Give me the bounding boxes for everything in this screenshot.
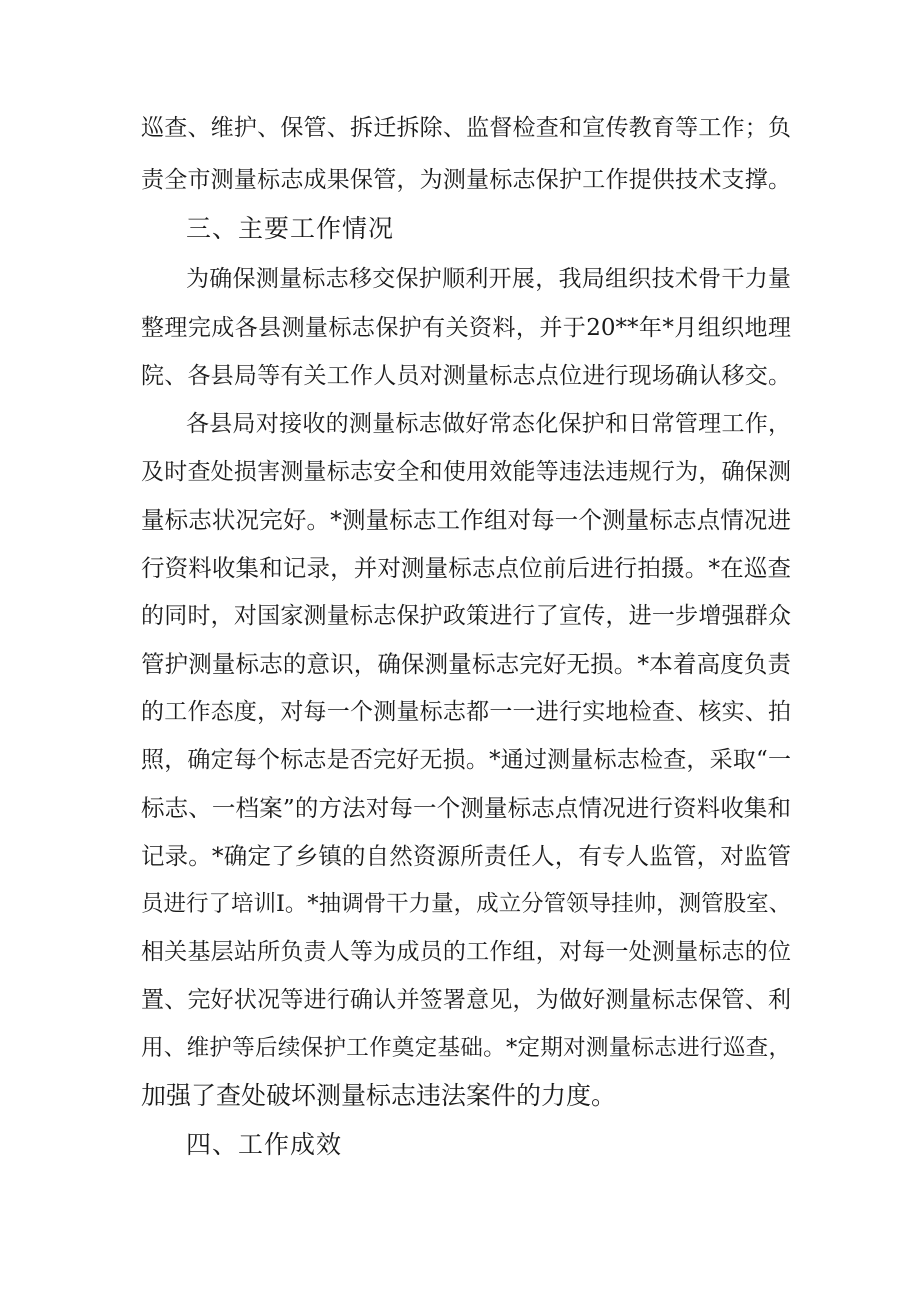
section-heading-4: 四、工作成效 <box>186 1130 343 1159</box>
paragraph-line: 巡查、维护、保管、拆迁拆除、监督检查和宣传教育等工作；负 <box>141 115 791 141</box>
paragraph-line: 整理完成各县测量标志保护有关资料，并于20**年*月组织地理 <box>141 315 791 341</box>
paragraph-line: 相关基层站所负责人等为成员的工作组，对每一处测量标志的位 <box>141 939 791 965</box>
paragraph-line: 照，确定每个标志是否完好无损。*通过测量标志检查，采取“一 <box>141 747 791 773</box>
paragraph-line: 置、完好状况等进行确认并签署意见，为做好测量标志保管、利 <box>141 987 791 1013</box>
paragraph-line: 员进行了培训I。*抽调骨干力量，成立分管领导挂帅，测管股室、 <box>141 891 791 917</box>
paragraph-line: 加强了查处破坏测量标志违法案件的力度。 <box>141 1081 617 1110</box>
paragraph-line: 各县局对接收的测量标志做好常态化保护和日常管理工作， <box>186 411 791 437</box>
paragraph-line: 责全市测量标志成果保管，为测量标志保护工作提供技术支撑。 <box>141 167 791 193</box>
paragraph-line: 量标志状况完好。*测量标志工作组对每一个测量标志点情况进 <box>141 506 791 534</box>
section-heading-3: 三、主要工作情况 <box>186 214 395 243</box>
paragraph-line: 为确保测量标志移交保护顺利开展，我局组织技术骨干力量 <box>186 266 791 292</box>
paragraph-line: 记录。*确定了乡镇的自然资源所责任人，有专人监管，对监管 <box>141 842 791 870</box>
paragraph-line: 的同时，对国家测量标志保护政策进行了宣传，进一步增强群众 <box>141 603 791 629</box>
paragraph-line: 用、维护等后续保护工作奠定基础。*定期对测量标志进行巡查， <box>141 1035 791 1061</box>
paragraph-line: 及时查处损害测量标志安全和使用效能等违法违规行为，确保测 <box>141 459 791 485</box>
paragraph-line: 的工作态度，对每一个测量标志都一一进行实地检查、核实、拍 <box>141 699 791 725</box>
paragraph-line: 院、各县局等有关工作人员对测量标志点位进行现场确认移交。 <box>141 363 791 389</box>
paragraph-line: 管护测量标志的意识，确保测量标志完好无损。*本着高度负责 <box>141 650 791 678</box>
paragraph-line: 标志、一档案”的方法对每一个测量标志点情况进行资料收集和 <box>141 794 791 822</box>
paragraph-line: 行资料收集和记录，并对测量标志点位前后进行拍摄。*在巡查 <box>141 554 791 582</box>
